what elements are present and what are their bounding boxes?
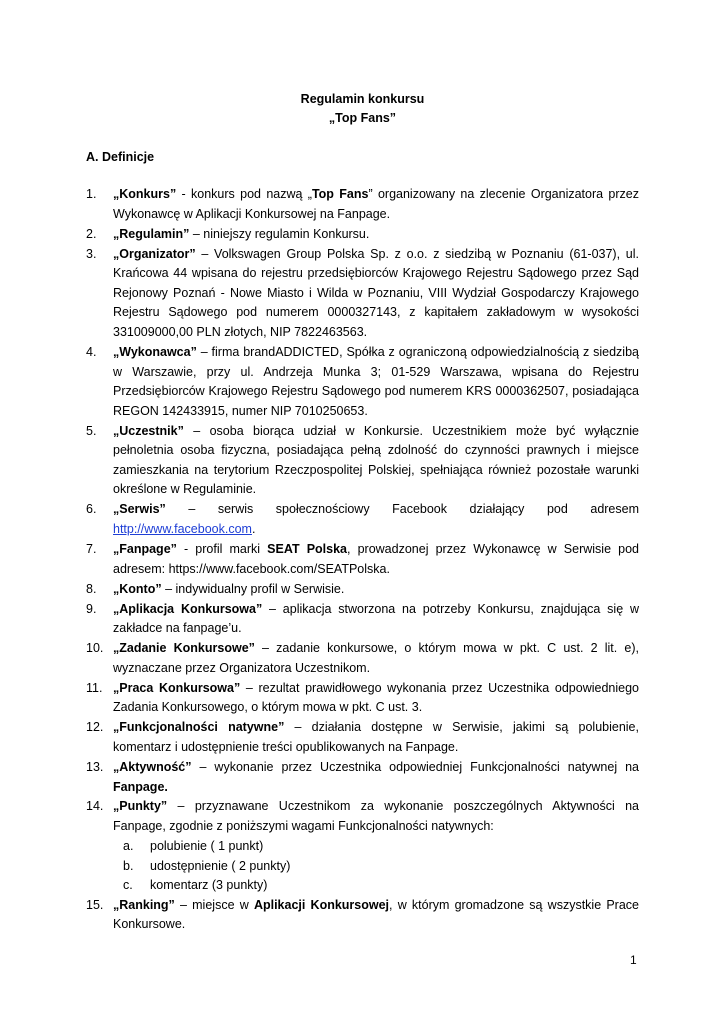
term: „Aktywność” [113,759,192,774]
document-title: Regulamin konkursu [300,92,425,106]
item-number: 12. [86,720,104,735]
list-item [86,343,639,421]
item-number: 10. [86,641,104,656]
item-text: – wykonanie przez Uczestnika odpowiedniej Funkcjonalności natywnej na [191,759,639,774]
term: „Organizator” [113,246,196,261]
term: „Serwis” [113,502,166,517]
list-item [86,225,639,245]
item-text: , w którym gromadzone są wszystkie Prace Konkursowe. [113,897,639,932]
list-item [86,245,639,343]
item-number: 11. [86,680,103,695]
item-text: – niniejszy regulamin Konkursu. [189,226,370,241]
sub-item-text: komentarz (3 punkty) [150,878,268,893]
item-number: 4. [86,344,97,359]
contest-name: „Top Fans” [328,111,397,125]
term: „Wykonawca” [113,344,197,359]
item-text: – serwis społecznościowy Facebook działający pod adresem [165,502,639,517]
item-number: 8. [86,581,97,596]
item-number: 2. [86,226,97,241]
item-text: . [251,522,256,537]
term: „Zadanie Konkursowe” [113,641,255,656]
item-bold: Aplikacji Konkursowej [253,897,390,912]
sub-list-item [86,857,639,877]
section-heading-definitions: A. Definicje [86,150,155,164]
term: „Uczestnik” [113,423,184,438]
item-bold: Fanpage. [113,779,168,794]
list-item [86,718,639,757]
item-text: - profil marki [176,542,268,557]
page-number: 1 [630,953,637,967]
term: „Praca Konkursowa” [113,680,241,695]
item-number: 15. [86,897,104,912]
term: „Konto” [113,581,162,596]
list-item [86,600,639,639]
item-bold: Top Fans [311,187,369,201]
item-number: 5. [86,423,97,438]
item-text: – przyznawane Uczestnikom za wykonanie poszczególnych Aktywności na Fanpage, zgodnie z poniższymi wagami Funkcjonalności natywnych: [113,799,639,834]
term: „Aplikacja Konkursowa” [113,601,263,616]
item-text: - konkurs pod nazwą „ [176,187,312,201]
list-item [86,679,639,718]
item-text: – zadanie konkursowe, o którym mowa w pkt. C ust. 2 lit. e), wyznaczane przez Organizatora Uczestnikom. [113,641,639,675]
list-item [86,639,639,678]
sub-item-letter: c. [123,878,133,893]
sub-item-text: polubienie ( 1 punkt) [150,839,264,854]
term: „Punkty” [113,799,168,814]
item-number: 7. [86,542,97,557]
item-number: 9. [86,601,97,616]
item-number: 1. [86,187,97,201]
list-item [86,500,639,539]
sub-item-letter: a. [123,839,134,854]
item-text: – firma brandADDICTED, Spółka z ograniczoną odpowiedzialnością z siedzibą w Warszawie, przy ul. Andrzeja Munka 3; 01-529 Warszawa, wpisana do Rejestru Przedsiębiorców Krajowego Rejestru Sądowego pod numerem KRS 0000362507, posiadająca REGON 142433915, numer NIP 7010250653. [113,344,639,418]
list-item [86,185,639,224]
item-text: – Volkswagen Group Polska Sp. z o.o. z siedzibą w Poznaniu (61-037), ul. Krańcowa 44 wpisana do rejestru przedsiębiorców Krajowego Rejestru Sądowego przez Sąd Rejonowy Poznań - Nowe Miasto i Wilda w Poznaniu, VIII Wydział Gospodarczy Krajowego Rejestru Sądowego pod numerem 0000327143, z kapitałem zakładowym w wysokości 331009000,00 PLN złotych, NIP 7822463563. [113,246,639,339]
list-item [86,758,639,797]
term: „Ranking” [113,897,175,912]
item-text: – aplikacja stworzona na potrzeby Konkursu, znajdująca się w zakładce na fanpage’u. [113,601,640,636]
term: „Regulamin” [113,226,190,241]
list-item [86,540,639,579]
item-number: 13. [86,759,104,774]
facebook-link[interactable]: http://www.facebook.com [113,522,252,537]
term: „Funkcjonalności natywne” [113,720,285,735]
item-text: – rezultat prawidłowego wykonania przez Uczestnika odpowiedniego Zadania Konkursowego, o którym mowa w pkt. C ust. 3. [113,680,639,715]
item-bold: SEAT Polska [267,542,347,557]
item-text: – działania dostępne w Serwisie, jakimi są polubienie, komentarz i udostępnienie treści opublikowanych na Fanpage. [113,720,639,754]
item-text: – osoba biorąca udział w Konkursie. Uczestnikiem może być wyłącznie pełnoletnia osoba fizyczna, posiadająca pełną zdolność do czynności prawnych i miejsce zamieszkania na terytorium Rzeczpospolitej Polskiej, spełniająca również pozostałe warunki określone w Regulaminie. [113,423,639,497]
list-item [86,896,639,935]
sub-list-item [86,837,639,857]
item-number: 14. [86,799,104,814]
term: „Fanpage” [113,542,177,557]
definitions-list [86,185,639,935]
sub-list-item [86,876,639,896]
sub-item-letter: b. [123,858,134,873]
item-text: – miejsce w [174,897,254,912]
term: „Konkurs” [113,187,177,201]
item-text: , prowadzonej przez Wykonawcę w Serwisie pod adresem: https://www.facebook.com/SEATPolska. [113,542,639,576]
list-item [86,422,639,500]
item-number: 6. [86,502,97,517]
list-item [86,797,639,836]
list-item [86,580,639,600]
sub-item-text: udostępnienie ( 2 punkty) [150,858,291,873]
item-number: 3. [86,246,97,261]
item-text: – indywidualny profil w Serwisie. [161,581,345,596]
item-text: ” organizowany na zlecenie Organizatora przez Wykonawcę w Aplikacji Konkursowej na Fanpage. [113,187,639,221]
